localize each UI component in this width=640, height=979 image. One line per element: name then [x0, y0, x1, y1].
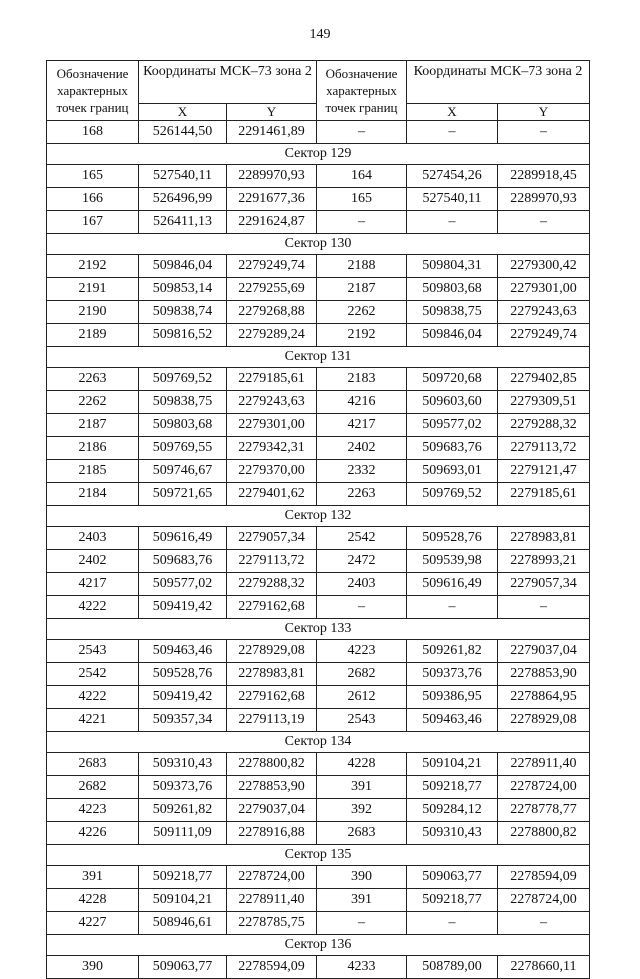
cell-point-left: 2683 [47, 753, 139, 776]
cell-y-left: 2278594,09 [227, 956, 317, 979]
cell-x-right: 509261,82 [407, 640, 498, 663]
cell-x-right: 509063,77 [407, 866, 498, 889]
cell-y-left: 2279249,74 [227, 255, 317, 278]
sector-label: Сектор 130 [47, 234, 590, 255]
cell-x-right: 509218,77 [407, 776, 498, 799]
cell-point-right: 4217 [317, 414, 407, 437]
cell-point-left: 4228 [47, 889, 139, 912]
cell-point-right: 391 [317, 889, 407, 912]
cell-x-right: 509693,01 [407, 460, 498, 483]
sector-label: Сектор 133 [47, 619, 590, 640]
sector-label: Сектор 129 [47, 144, 590, 165]
cell-y-left: 2279289,24 [227, 324, 317, 347]
cell-point-left: 2542 [47, 663, 139, 686]
sector-label: Сектор 135 [47, 845, 590, 866]
cell-y-right: 2278911,40 [498, 753, 590, 776]
cell-y-left: 2278983,81 [227, 663, 317, 686]
cell-y-left: 2289970,93 [227, 165, 317, 188]
cell-x-right: – [407, 596, 498, 619]
cell-x-right: – [407, 121, 498, 144]
cell-x-right: 509310,43 [407, 822, 498, 845]
cell-x-right: 509577,02 [407, 414, 498, 437]
cell-x-right: 509539,98 [407, 550, 498, 573]
cell-point-right: 390 [317, 866, 407, 889]
cell-x-right: 509463,46 [407, 709, 498, 732]
header-point-label-right: Обозначение характерных точек границ [317, 61, 407, 121]
cell-point-right: – [317, 912, 407, 935]
cell-y-right: 2278594,09 [498, 866, 590, 889]
cell-y-left: 2291624,87 [227, 211, 317, 234]
sector-label: Сектор 136 [47, 935, 590, 956]
table-body [47, 121, 590, 979]
header-point-label-left: Обозначение характерных точек границ [47, 61, 139, 121]
cell-y-right: 2279057,34 [498, 573, 590, 596]
cell-point-left: 167 [47, 211, 139, 234]
cell-x-left: 509577,02 [139, 573, 227, 596]
table-row [47, 550, 590, 573]
cell-y-left: 2278800,82 [227, 753, 317, 776]
cell-x-left: 509419,42 [139, 596, 227, 619]
table-row [47, 414, 590, 437]
cell-y-right: 2278724,00 [498, 776, 590, 799]
cell-y-right: 2278864,95 [498, 686, 590, 709]
sector-row [47, 506, 590, 527]
cell-y-right: 2279300,42 [498, 255, 590, 278]
sector-label: Сектор 132 [47, 506, 590, 527]
table-row [47, 368, 590, 391]
header-y-left: Y [227, 104, 317, 121]
cell-x-left: 526496,99 [139, 188, 227, 211]
cell-y-left: 2279113,72 [227, 550, 317, 573]
cell-x-left: 509357,34 [139, 709, 227, 732]
cell-y-left: 2278853,90 [227, 776, 317, 799]
cell-point-left: 2184 [47, 483, 139, 506]
table-row [47, 753, 590, 776]
cell-point-right: – [317, 596, 407, 619]
cell-x-left: 509218,77 [139, 866, 227, 889]
cell-point-right: – [317, 121, 407, 144]
cell-x-left: 509463,46 [139, 640, 227, 663]
cell-y-left: 2278785,75 [227, 912, 317, 935]
cell-point-left: 390 [47, 956, 139, 979]
sector-row [47, 234, 590, 255]
cell-y-right: 2279243,63 [498, 301, 590, 324]
table-row [47, 483, 590, 506]
cell-x-right: 509720,68 [407, 368, 498, 391]
cell-x-right: 527454,26 [407, 165, 498, 188]
table-row [47, 437, 590, 460]
cell-y-left: 2278929,08 [227, 640, 317, 663]
sector-label: Сектор 134 [47, 732, 590, 753]
cell-y-left: 2279057,34 [227, 527, 317, 550]
cell-x-left: 509373,76 [139, 776, 227, 799]
cell-point-left: 4222 [47, 686, 139, 709]
cell-point-left: 2543 [47, 640, 139, 663]
table-row [47, 686, 590, 709]
cell-point-right: 2192 [317, 324, 407, 347]
table-row [47, 301, 590, 324]
cell-x-right: 509616,49 [407, 573, 498, 596]
cell-x-right: – [407, 211, 498, 234]
cell-x-right: 508789,00 [407, 956, 498, 979]
cell-x-left: 509846,04 [139, 255, 227, 278]
cell-y-right: 2278929,08 [498, 709, 590, 732]
coordinates-table [46, 60, 590, 979]
cell-y-right: 2279309,51 [498, 391, 590, 414]
cell-y-right: 2279113,72 [498, 437, 590, 460]
cell-y-left: 2291461,89 [227, 121, 317, 144]
table-row [47, 889, 590, 912]
cell-point-left: 4226 [47, 822, 139, 845]
cell-x-left: 509803,68 [139, 414, 227, 437]
cell-point-left: 4227 [47, 912, 139, 935]
cell-point-left: 2403 [47, 527, 139, 550]
cell-x-left: 526144,50 [139, 121, 227, 144]
cell-y-left: 2278724,00 [227, 866, 317, 889]
cell-x-right: 509683,76 [407, 437, 498, 460]
cell-y-right: 2279402,85 [498, 368, 590, 391]
cell-y-right: 2278800,82 [498, 822, 590, 845]
cell-y-right: 2279249,74 [498, 324, 590, 347]
cell-x-right: – [407, 912, 498, 935]
cell-point-right: 391 [317, 776, 407, 799]
cell-point-left: 168 [47, 121, 139, 144]
cell-point-left: 4223 [47, 799, 139, 822]
cell-x-right: 509804,31 [407, 255, 498, 278]
cell-point-right: 2332 [317, 460, 407, 483]
cell-x-left: 509838,74 [139, 301, 227, 324]
sector-label: Сектор 131 [47, 347, 590, 368]
table-row [47, 822, 590, 845]
cell-x-left: 509853,14 [139, 278, 227, 301]
cell-y-left: 2279037,04 [227, 799, 317, 822]
cell-point-right: 2402 [317, 437, 407, 460]
cell-y-left: 2279288,32 [227, 573, 317, 596]
cell-y-right: 2279121,47 [498, 460, 590, 483]
sector-row [47, 935, 590, 956]
cell-x-left: 509746,67 [139, 460, 227, 483]
cell-point-left: 391 [47, 866, 139, 889]
cell-x-right: 509803,68 [407, 278, 498, 301]
cell-x-left: 509769,55 [139, 437, 227, 460]
cell-x-left: 508946,61 [139, 912, 227, 935]
cell-y-right: 2289970,93 [498, 188, 590, 211]
cell-point-left: 2402 [47, 550, 139, 573]
cell-point-right: 2543 [317, 709, 407, 732]
header-x-left: X [139, 104, 227, 121]
cell-point-left: 165 [47, 165, 139, 188]
cell-point-left: 2682 [47, 776, 139, 799]
cell-point-right: 2612 [317, 686, 407, 709]
cell-x-left: 509838,75 [139, 391, 227, 414]
cell-point-right: 4233 [317, 956, 407, 979]
cell-x-right: 509838,75 [407, 301, 498, 324]
cell-y-right: 2279301,00 [498, 278, 590, 301]
table-row [47, 640, 590, 663]
cell-point-right: 2187 [317, 278, 407, 301]
cell-x-left: 527540,11 [139, 165, 227, 188]
table-row [47, 391, 590, 414]
cell-x-right: 509104,21 [407, 753, 498, 776]
cell-point-right: 2403 [317, 573, 407, 596]
cell-x-right: 509386,95 [407, 686, 498, 709]
sector-row [47, 619, 590, 640]
cell-point-right: 4228 [317, 753, 407, 776]
cell-point-right: 2542 [317, 527, 407, 550]
cell-y-left: 2279401,62 [227, 483, 317, 506]
cell-y-left: 2291677,36 [227, 188, 317, 211]
cell-point-right: 164 [317, 165, 407, 188]
cell-point-left: 2186 [47, 437, 139, 460]
table-row [47, 255, 590, 278]
table-row [47, 278, 590, 301]
cell-x-left: 509616,49 [139, 527, 227, 550]
cell-x-left: 509816,52 [139, 324, 227, 347]
table-row [47, 211, 590, 234]
cell-point-right: – [317, 211, 407, 234]
cell-y-right: – [498, 912, 590, 935]
cell-point-right: 392 [317, 799, 407, 822]
cell-point-left: 2189 [47, 324, 139, 347]
cell-y-left: 2279162,68 [227, 686, 317, 709]
cell-point-right: 2183 [317, 368, 407, 391]
table-row [47, 799, 590, 822]
cell-y-left: 2279243,63 [227, 391, 317, 414]
cell-y-left: 2279370,00 [227, 460, 317, 483]
header-coords-left: Координаты МСК–73 зона 2 [139, 61, 317, 104]
cell-x-left: 509769,52 [139, 368, 227, 391]
header-x-right: X [407, 104, 498, 121]
table-row [47, 165, 590, 188]
cell-x-left: 509310,43 [139, 753, 227, 776]
header-coords-right: Координаты МСК–73 зона 2 [407, 61, 590, 104]
cell-y-right: 2278853,90 [498, 663, 590, 686]
cell-point-left: 2263 [47, 368, 139, 391]
cell-y-left: 2279255,69 [227, 278, 317, 301]
cell-x-right: 509528,76 [407, 527, 498, 550]
cell-x-left: 509261,82 [139, 799, 227, 822]
cell-x-left: 509721,65 [139, 483, 227, 506]
cell-y-left: 2279185,61 [227, 368, 317, 391]
cell-x-left: 509111,09 [139, 822, 227, 845]
sector-row [47, 845, 590, 866]
table-row [47, 866, 590, 889]
table-row [47, 460, 590, 483]
cell-y-right: 2279037,04 [498, 640, 590, 663]
cell-x-left: 509683,76 [139, 550, 227, 573]
cell-y-right: – [498, 596, 590, 619]
cell-x-right: 509603,60 [407, 391, 498, 414]
cell-point-right: 2263 [317, 483, 407, 506]
page-number: 149 [309, 27, 331, 42]
cell-point-left: 4222 [47, 596, 139, 619]
cell-y-right: 2278660,11 [498, 956, 590, 979]
table-row [47, 188, 590, 211]
cell-y-left: 2279113,19 [227, 709, 317, 732]
cell-y-right: 2278983,81 [498, 527, 590, 550]
cell-point-right: 4216 [317, 391, 407, 414]
cell-x-left: 509419,42 [139, 686, 227, 709]
cell-point-left: 4221 [47, 709, 139, 732]
table-row [47, 121, 590, 144]
cell-point-left: 4217 [47, 573, 139, 596]
cell-x-left: 509528,76 [139, 663, 227, 686]
cell-x-right: 509284,12 [407, 799, 498, 822]
cell-y-right: 2278724,00 [498, 889, 590, 912]
table-row [47, 663, 590, 686]
cell-point-left: 166 [47, 188, 139, 211]
cell-x-left: 526411,13 [139, 211, 227, 234]
cell-y-left: 2279301,00 [227, 414, 317, 437]
cell-x-left: 509104,21 [139, 889, 227, 912]
table-row [47, 527, 590, 550]
cell-point-right: 2262 [317, 301, 407, 324]
sector-row [47, 732, 590, 753]
cell-y-right: 2289918,45 [498, 165, 590, 188]
cell-y-right: 2278993,21 [498, 550, 590, 573]
cell-x-right: 509218,77 [407, 889, 498, 912]
table-row [47, 573, 590, 596]
table-row [47, 956, 590, 979]
table-row [47, 912, 590, 935]
cell-y-left: 2279162,68 [227, 596, 317, 619]
cell-x-left: 509063,77 [139, 956, 227, 979]
cell-x-right: 509373,76 [407, 663, 498, 686]
cell-y-right: 2279288,32 [498, 414, 590, 437]
cell-point-left: 2192 [47, 255, 139, 278]
cell-y-right: 2279185,61 [498, 483, 590, 506]
cell-point-right: 165 [317, 188, 407, 211]
cell-x-right: 509769,52 [407, 483, 498, 506]
cell-y-right: – [498, 121, 590, 144]
sector-row [47, 347, 590, 368]
cell-y-left: 2279268,88 [227, 301, 317, 324]
table-header [47, 61, 590, 121]
cell-point-left: 2185 [47, 460, 139, 483]
cell-x-right: 527540,11 [407, 188, 498, 211]
cell-point-left: 2191 [47, 278, 139, 301]
cell-point-left: 2190 [47, 301, 139, 324]
cell-point-right: 4223 [317, 640, 407, 663]
cell-point-right: 2683 [317, 822, 407, 845]
cell-point-right: 2188 [317, 255, 407, 278]
header-y-right: Y [498, 104, 590, 121]
table-row [47, 596, 590, 619]
cell-y-right: – [498, 211, 590, 234]
table-row [47, 324, 590, 347]
cell-point-left: 2262 [47, 391, 139, 414]
table-row [47, 709, 590, 732]
table-row [47, 776, 590, 799]
cell-point-right: 2682 [317, 663, 407, 686]
cell-y-left: 2278911,40 [227, 889, 317, 912]
cell-point-right: 2472 [317, 550, 407, 573]
cell-y-right: 2278778,77 [498, 799, 590, 822]
cell-point-left: 2187 [47, 414, 139, 437]
cell-x-right: 509846,04 [407, 324, 498, 347]
cell-y-left: 2279342,31 [227, 437, 317, 460]
cell-y-left: 2278916,88 [227, 822, 317, 845]
sector-row [47, 144, 590, 165]
